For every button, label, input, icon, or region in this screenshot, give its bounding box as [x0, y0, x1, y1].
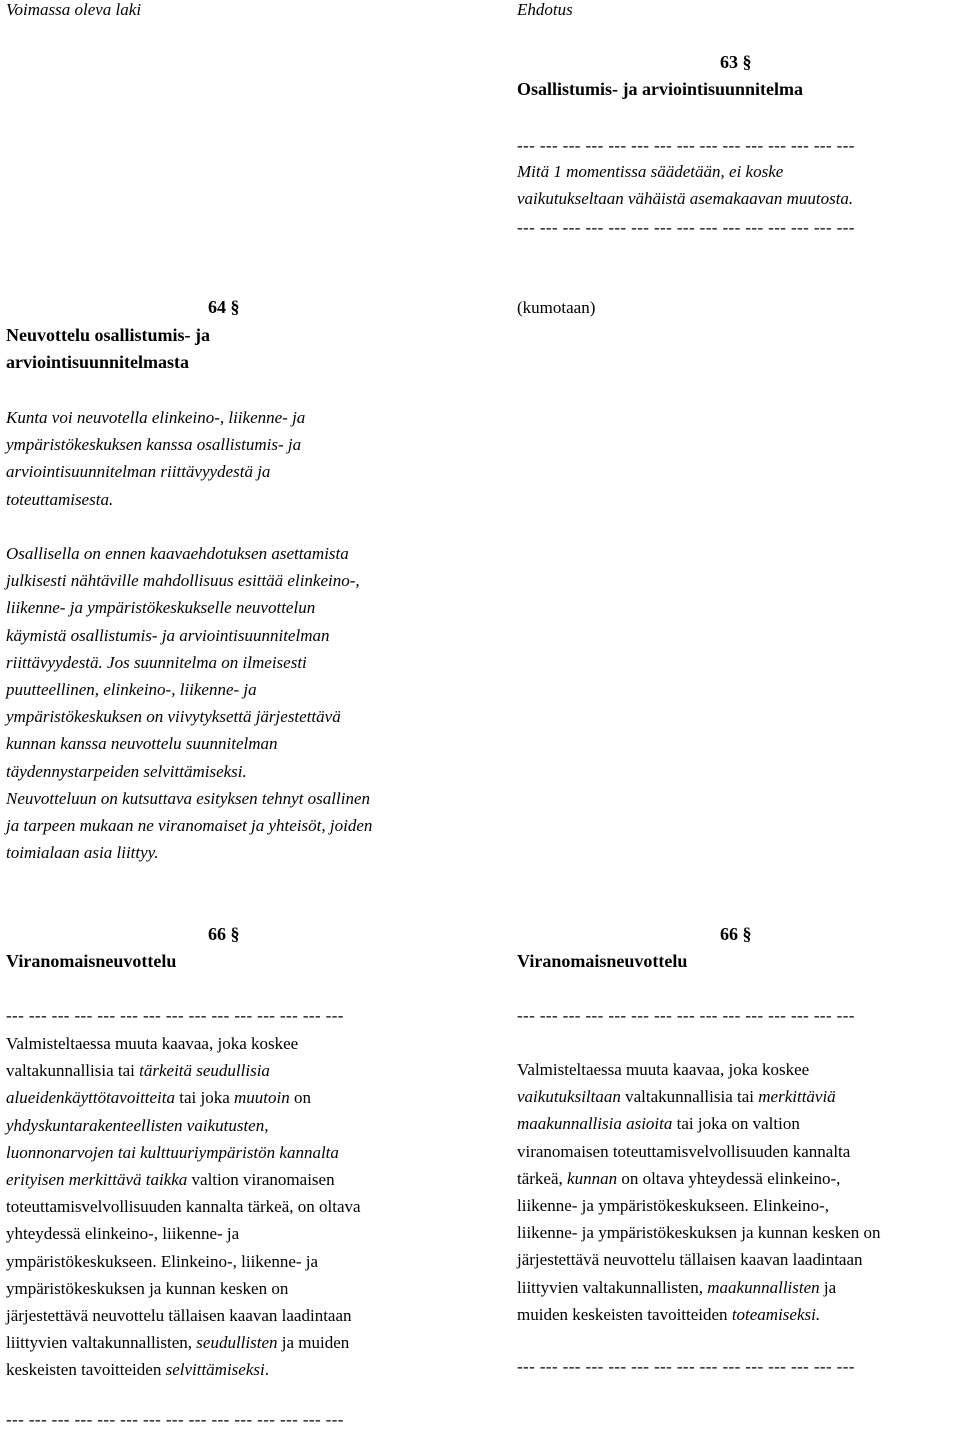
section-63-text: [517, 158, 853, 212]
text-line: täydennystarpeiden selvittämiseksi.: [6, 761, 247, 781]
text-line: julkisesti nähtäville mahdollisuus esittää elinkeino-,: [6, 571, 360, 591]
text-run: merkittäviä: [758, 1087, 836, 1107]
text-run: liikenne- ja ympäristökeskuksen ja kunnan kesken on: [517, 1223, 881, 1243]
text-run: muiden keskeisten tavoitteiden: [517, 1304, 732, 1324]
text-run: ja muiden: [277, 1333, 350, 1353]
text-line: Neuvotteluun on kutsuttava esityksen tehnyt osallinen: [6, 788, 370, 808]
section-64-paragraph-2: [6, 540, 372, 866]
section-63-title: Osallistumis- ja arviointisuunnitelma: [517, 79, 804, 99]
text-run: maakunnallisia asioita: [517, 1114, 673, 1134]
text-line: toimialaan asia liittyy.: [6, 843, 159, 863]
text-run: tärkeä,: [517, 1168, 568, 1188]
section-66-left-number: 66 §: [208, 924, 240, 944]
text-run: erityisen merkittävä taikka: [6, 1169, 188, 1189]
section-66-left-title: Viranomaisneuvottelu: [6, 951, 177, 971]
text-line: ympäristökeskuksen kanssa osallistumis- ja: [6, 435, 302, 455]
text-line: [6, 1329, 361, 1356]
text-run: valtion viranomaisen: [187, 1169, 335, 1189]
text-run: tärkeitä seudullisia: [139, 1061, 270, 1081]
text-line: [517, 1165, 881, 1192]
section-64-title-line: arviointisuunnitelmasta: [6, 352, 190, 372]
text-line: [6, 1139, 361, 1166]
text-run: Valmisteltaessa muuta kaavaa, joka koskee: [517, 1060, 810, 1079]
text-run: ja: [819, 1277, 837, 1297]
text-line: liikenne- ja ympäristökeskukselle neuvottelun: [6, 598, 316, 618]
section-separator: --- --- --- --- --- --- --- --- --- --- --- --- --- --- ---: [517, 1006, 855, 1025]
text-run: järjestettävä neuvottelu tällaisen kaavan laadintaan: [6, 1305, 352, 1325]
text-run: vaikutuksiltaan: [517, 1087, 621, 1107]
text-line: Osallisella on ennen kaavaehdotuksen asettamista: [6, 544, 349, 563]
text-line: [6, 1166, 361, 1193]
text-line: [6, 1248, 361, 1275]
section-63-number: 63 §: [720, 52, 752, 72]
section-separator: --- --- --- --- --- --- --- --- --- --- --- --- --- --- ---: [517, 1357, 855, 1376]
text-run: yhdyskuntarakenteellisten vaikutusten,: [6, 1115, 269, 1135]
text-run: keskeisten tavoitteiden: [6, 1360, 166, 1380]
text-line: arviointisuunnitelman riittävyydestä ja: [6, 462, 271, 482]
text-line: [6, 1030, 361, 1057]
text-line: vaikutukseltaan vähäistä asemakaavan muutosta.: [517, 189, 854, 209]
text-run: on oltava yhteydessä elinkeino-,: [617, 1168, 841, 1188]
section-separator: --- --- --- --- --- --- --- --- --- --- --- --- --- --- ---: [6, 1006, 344, 1025]
text-line: [6, 1112, 361, 1139]
column-header-proposal: Ehdotus: [517, 0, 573, 19]
text-run: liittyvien valtakunnallisten,: [6, 1333, 197, 1353]
text-line: [517, 1219, 881, 1246]
text-line: Mitä 1 momentissa säädetään, ei koske: [517, 162, 784, 181]
text-run: valtakunnallisia tai: [620, 1087, 759, 1107]
text-run: seudullisten: [196, 1333, 278, 1353]
text-run: , maakunnallisten: [698, 1277, 820, 1297]
text-line: [517, 1138, 881, 1165]
text-run: toteuttamisvelvollisuuden kannalta tärkeä, on oltava: [6, 1197, 361, 1217]
text-run: Valmisteltaessa muuta kaavaa, joka koskee: [6, 1034, 299, 1053]
section-66-left-text: [6, 1030, 361, 1383]
section-66-right-number: 66 §: [720, 924, 752, 944]
section-64-paragraph-1: [6, 404, 305, 513]
text-line: [517, 1301, 881, 1328]
text-run: yhteydessä elinkeino-, liikenne- ja: [6, 1224, 240, 1244]
text-run: luonnonarvojen tai kulttuuriympäristön kannalta: [6, 1142, 339, 1162]
text-line: riittävyydestä. Jos suunnitelma on ilmeisesti: [6, 652, 307, 672]
text-line: [517, 1083, 881, 1110]
text-run: liittyvien valtakunnallisten: [517, 1277, 699, 1297]
text-run: kunnan: [567, 1168, 618, 1188]
text-line: ympäristökeskuksen on viivytyksettä järjestettävä: [6, 707, 341, 727]
text-run: valtakunnallisia tai: [6, 1061, 140, 1081]
text-run: alueidenkäyttötavoitteita: [6, 1088, 176, 1108]
section-separator: --- --- --- --- --- --- --- --- --- --- --- --- --- --- ---: [517, 218, 855, 237]
section-64-title-line: Neuvottelu osallistumis- ja: [6, 325, 210, 345]
text-line: [517, 1192, 881, 1219]
text-run: järjestettävä neuvottelu tällaisen kaavan laadintaan: [517, 1250, 863, 1270]
text-run: muutoin: [234, 1088, 290, 1108]
section-64-repealed: (kumotaan): [517, 298, 596, 317]
text-line: [6, 1057, 361, 1084]
text-line: Kunta voi neuvotella elinkeino-, liikenne- ja: [6, 408, 306, 427]
section-66-right-text: [517, 1056, 881, 1328]
text-line: [517, 1246, 881, 1273]
text-line: [6, 1302, 361, 1329]
text-line: [6, 1356, 361, 1383]
section-64-number: 64 §: [208, 297, 240, 317]
section-66-right-title: Viranomaisneuvottelu: [517, 951, 688, 971]
text-line: [517, 1056, 881, 1083]
text-run: on: [289, 1088, 312, 1108]
text-line: [517, 1110, 881, 1137]
text-line: [6, 1220, 361, 1247]
text-run: selvittämiseksi: [165, 1360, 265, 1380]
section-separator: --- --- --- --- --- --- --- --- --- --- --- --- --- --- ---: [517, 136, 855, 155]
text-line: [517, 1274, 881, 1301]
text-run: tai joka: [175, 1088, 235, 1108]
section-separator: --- --- --- --- --- --- --- --- --- --- --- --- --- --- ---: [6, 1410, 344, 1429]
text-line: kunnan kanssa neuvottelu suunnitelman: [6, 734, 278, 754]
text-run: toteamiseksi.: [731, 1304, 821, 1324]
text-line: ja tarpeen mukaan ne viranomaiset ja yhteisöt, joiden: [6, 815, 373, 835]
text-run: ympäristökeskukseen. Elinkeino-, liikenne- ja: [6, 1251, 319, 1271]
text-line: toteuttamisesta.: [6, 489, 114, 509]
text-run: ympäristökeskuksen ja kunnan kesken on: [6, 1278, 289, 1298]
text-run: liikenne- ja ympäristökeskukseen. Elinkeino-,: [517, 1195, 830, 1215]
text-line: puutteellinen, elinkeino-, liikenne- ja: [6, 679, 257, 699]
text-run: tai joka on valtion: [672, 1114, 800, 1134]
text-line: käymistä osallistumis- ja arviointisuunnitelman: [6, 625, 330, 645]
text-line: [6, 1084, 361, 1111]
text-line: [6, 1275, 361, 1302]
column-header-current-law: Voimassa oleva laki: [6, 0, 142, 19]
text-run: .: [264, 1360, 269, 1380]
text-line: [6, 1193, 361, 1220]
text-run: viranomaisen toteuttamisvelvollisuuden kannalta: [517, 1141, 851, 1161]
